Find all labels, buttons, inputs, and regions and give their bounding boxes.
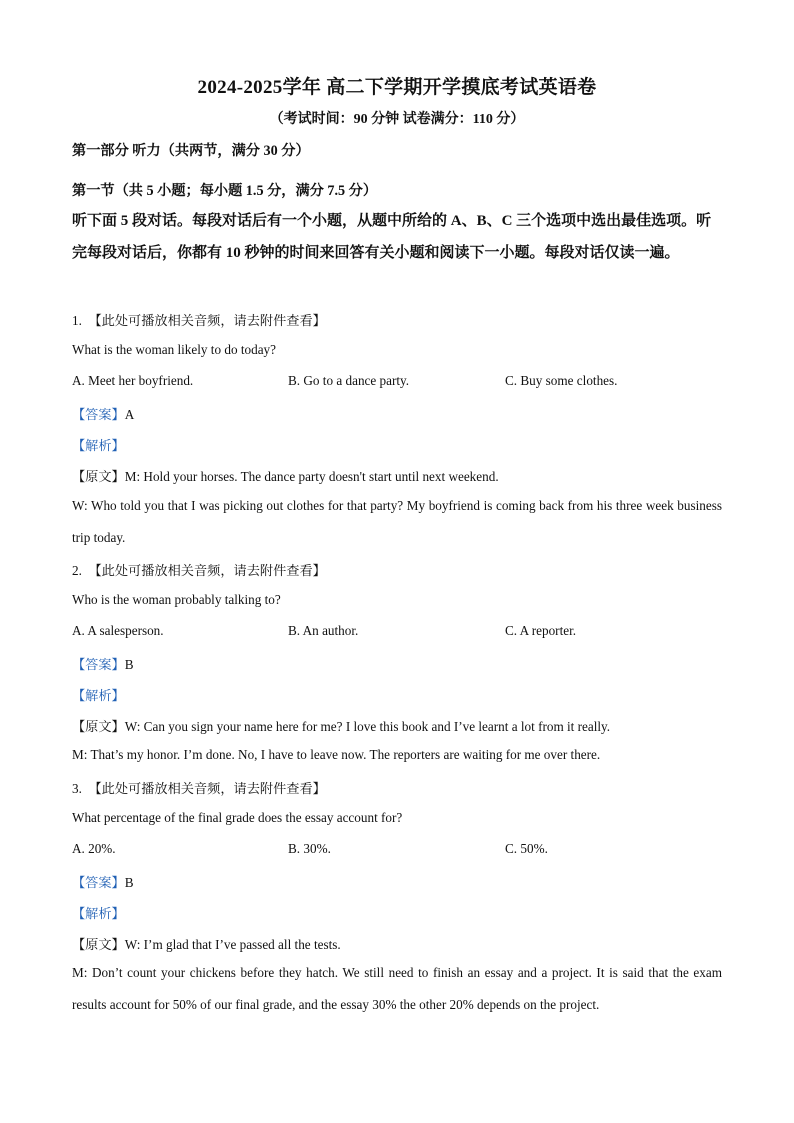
- question-2-header: [72, 560, 326, 579]
- question-3-option-b: B. 30%.: [288, 841, 331, 856]
- question-1-analysis-label: 【解析】: [72, 438, 125, 453]
- exam-info: （考试时间：90 分钟 试卷满分：110 分）: [269, 112, 525, 127]
- question-2-source-2: M: That’s my honor. I’m done. No, I have to leave now. The reporters are waiting for me over there.: [72, 747, 601, 762]
- answer-value: B: [124, 657, 134, 672]
- question-2-answer: [72, 654, 134, 673]
- page-title: 2024-2025学年 高二下学期开学摸底考试英语卷: [197, 77, 597, 98]
- question-1-source-1: [72, 466, 499, 485]
- source-label: 【原文】: [72, 719, 125, 734]
- question-number: 2.: [72, 563, 82, 578]
- source-text: W: I’m glad that I’ve passed all the tests.: [124, 937, 341, 952]
- question-3-source-1: [72, 934, 341, 953]
- question-2-option-c: C. A reporter.: [505, 623, 577, 638]
- question-number: 1.: [72, 313, 82, 328]
- question-1-option-a: A. Meet her boyfriend.: [72, 373, 194, 388]
- question-3-stem: What percentage of the final grade does the essay account for?: [72, 810, 403, 825]
- question-1-answer: [72, 404, 134, 423]
- answer-label: 【答案】: [72, 875, 125, 890]
- answer-label: 【答案】: [72, 407, 125, 422]
- question-3-analysis-label: 【解析】: [72, 906, 125, 921]
- subpart-heading: 第一节（共 5 小题；每小题 1.5 分，满分 7.5 分）: [72, 183, 378, 199]
- question-number: 3.: [72, 781, 82, 796]
- question-1-source-2: W: Who told you that I was picking out clothes for that party? My boyfriend is coming back from his three week business trip today.: [72, 498, 722, 545]
- source-label: 【原文】: [72, 937, 125, 952]
- source-text: M: Hold your horses. The dance party doesn't start until next weekend.: [124, 469, 499, 484]
- answer-label: 【答案】: [72, 657, 125, 672]
- source-text: W: Can you sign your name here for me? I love this book and I’ve learnt a lot from it really.: [124, 719, 611, 734]
- answer-value: A: [124, 407, 135, 422]
- audio-note: 【此处可播放相关音频，请去附件查看】: [88, 781, 326, 796]
- question-2-analysis-label: 【解析】: [72, 688, 125, 703]
- instructions: 听下面 5 段对话。每段对话后有一个小题，从题中所给的 A、B、C 三个选项中选出最佳选项。听完每段对话后，你都有 10 秒钟的时间来回答有关小题和阅读下一小题。每段对话仅读一遍。: [72, 213, 712, 261]
- question-2-source-1: [72, 716, 610, 735]
- question-2-stem: Who is the woman probably talking to?: [72, 592, 281, 607]
- question-1-header: [72, 310, 326, 329]
- answer-value: B: [124, 875, 134, 890]
- question-3-answer: [72, 872, 134, 891]
- question-3-header: [72, 778, 326, 797]
- question-3-option-a: A. 20%.: [72, 841, 116, 856]
- question-3-option-c: C. 50%.: [505, 841, 548, 856]
- question-1-stem: What is the woman likely to do today?: [72, 342, 276, 357]
- part-heading: 第一部分 听力（共两节，满分 30 分）: [72, 143, 310, 159]
- question-3-source-2: M: Don’t count your chickens before they hatch. We still need to finish an essay and a project. It is said that the exam results account for 50% of our final grade, and the essay 30% the other 20% depends on the project.: [72, 965, 722, 1012]
- audio-note: 【此处可播放相关音频，请去附件查看】: [88, 313, 326, 328]
- question-2-option-a: A. A salesperson.: [72, 623, 164, 638]
- question-1-option-b: B. Go to a dance party.: [288, 373, 410, 388]
- audio-note: 【此处可播放相关音频，请去附件查看】: [88, 563, 326, 578]
- question-1-option-c: C. Buy some clothes.: [505, 373, 618, 388]
- source-label: 【原文】: [72, 469, 125, 484]
- question-2-option-b: B. An author.: [288, 623, 359, 638]
